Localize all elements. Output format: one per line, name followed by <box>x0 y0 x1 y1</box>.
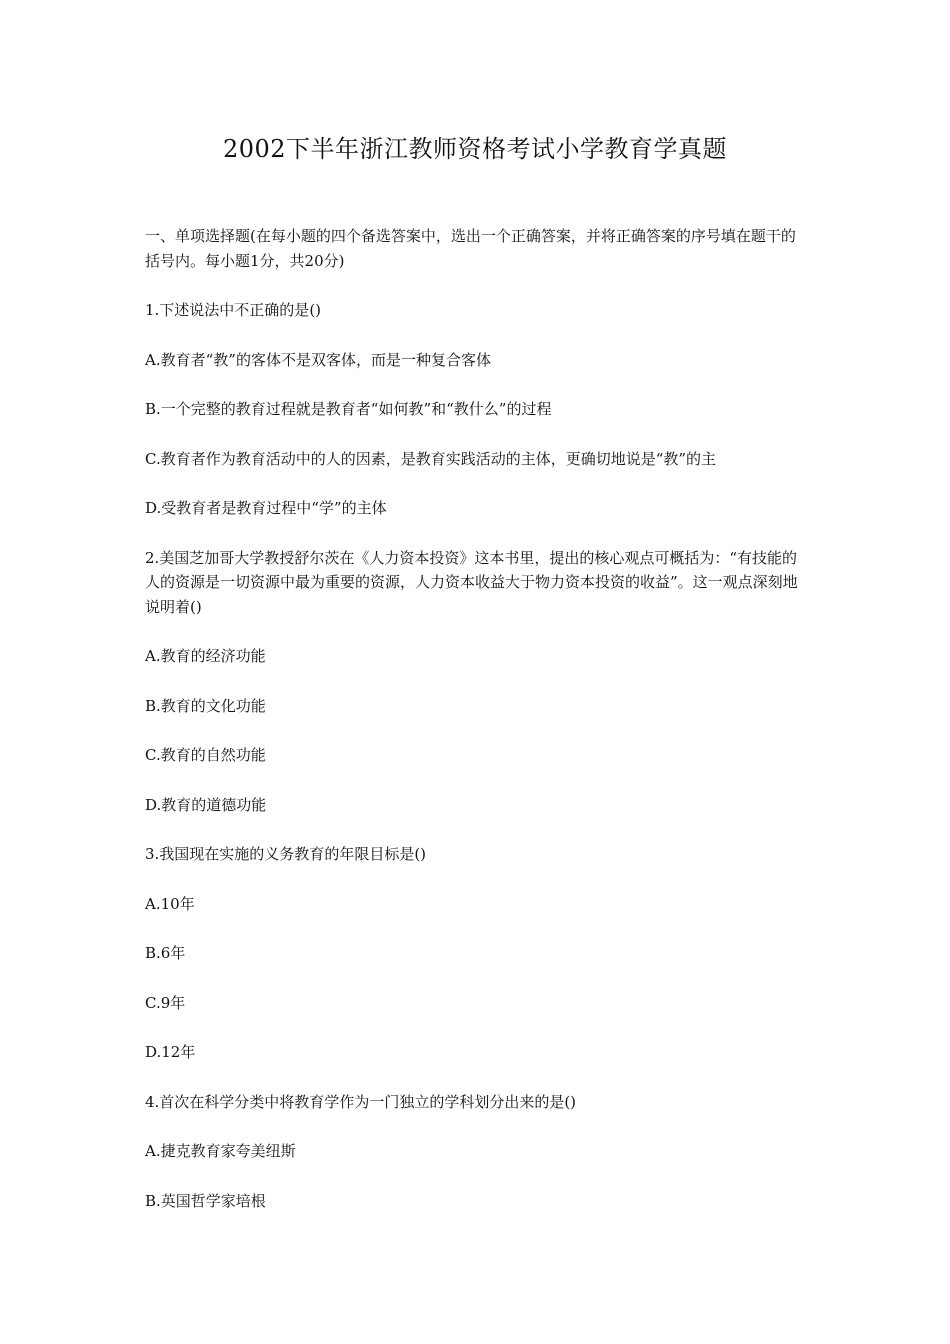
answer-option: A.教育者“教”的客体不是双客体，而是一种复合客体 <box>145 350 491 369</box>
question-stem: 2.美国芝加哥大学教授舒尔茨在《人力资本投资》这本书里，提出的核心观点可概括为：“有技能的人的资源是一切资源中最为重要的资源，人力资本收益大于物力资本投资的收益”。这一观点深刻地说明着() <box>145 548 798 616</box>
answer-option: C.教育者作为教育活动中的人的因素，是教育实践活动的主体，更确切地说是“教”的主 <box>145 449 717 468</box>
answer-option: D.教育的道德功能 <box>145 795 267 814</box>
question-stem: 4.首次在科学分类中将教育学作为一门独立的学科划分出来的是() <box>145 1092 577 1111</box>
section-heading: 一、单项选择题(在每小题的四个备选答案中，选出一个正确答案，并将正确答案的序号填在题干的括号内。每小题1分，共20分) <box>145 227 796 270</box>
answer-option: B.英国哲学家培根 <box>145 1191 266 1210</box>
answer-option: C.9年 <box>145 993 186 1012</box>
answer-option: A.10年 <box>145 894 195 913</box>
answer-option: D.12年 <box>145 1043 196 1061</box>
question-stem: 1.下述说法中不正确的是() <box>145 301 322 319</box>
document-body <box>145 224 810 1238</box>
answer-option: A.捷克教育家夸美纽斯 <box>145 1142 296 1160</box>
question-stem: 3.我国现在实施的义务教育的年限目标是() <box>145 845 427 863</box>
answer-option: B.6年 <box>145 944 186 962</box>
answer-option: A.教育的经济功能 <box>145 647 266 665</box>
answer-option: C.教育的自然功能 <box>145 746 266 764</box>
answer-option: B.一个完整的教育过程就是教育者“如何教”和“教什么”的过程 <box>145 400 552 418</box>
answer-option: D.受教育者是教育过程中“学”的主体 <box>145 499 387 517</box>
page-title: 2002下半年浙江教师资格考试小学教育学真题 <box>222 135 728 163</box>
answer-option: B.教育的文化功能 <box>145 696 266 715</box>
